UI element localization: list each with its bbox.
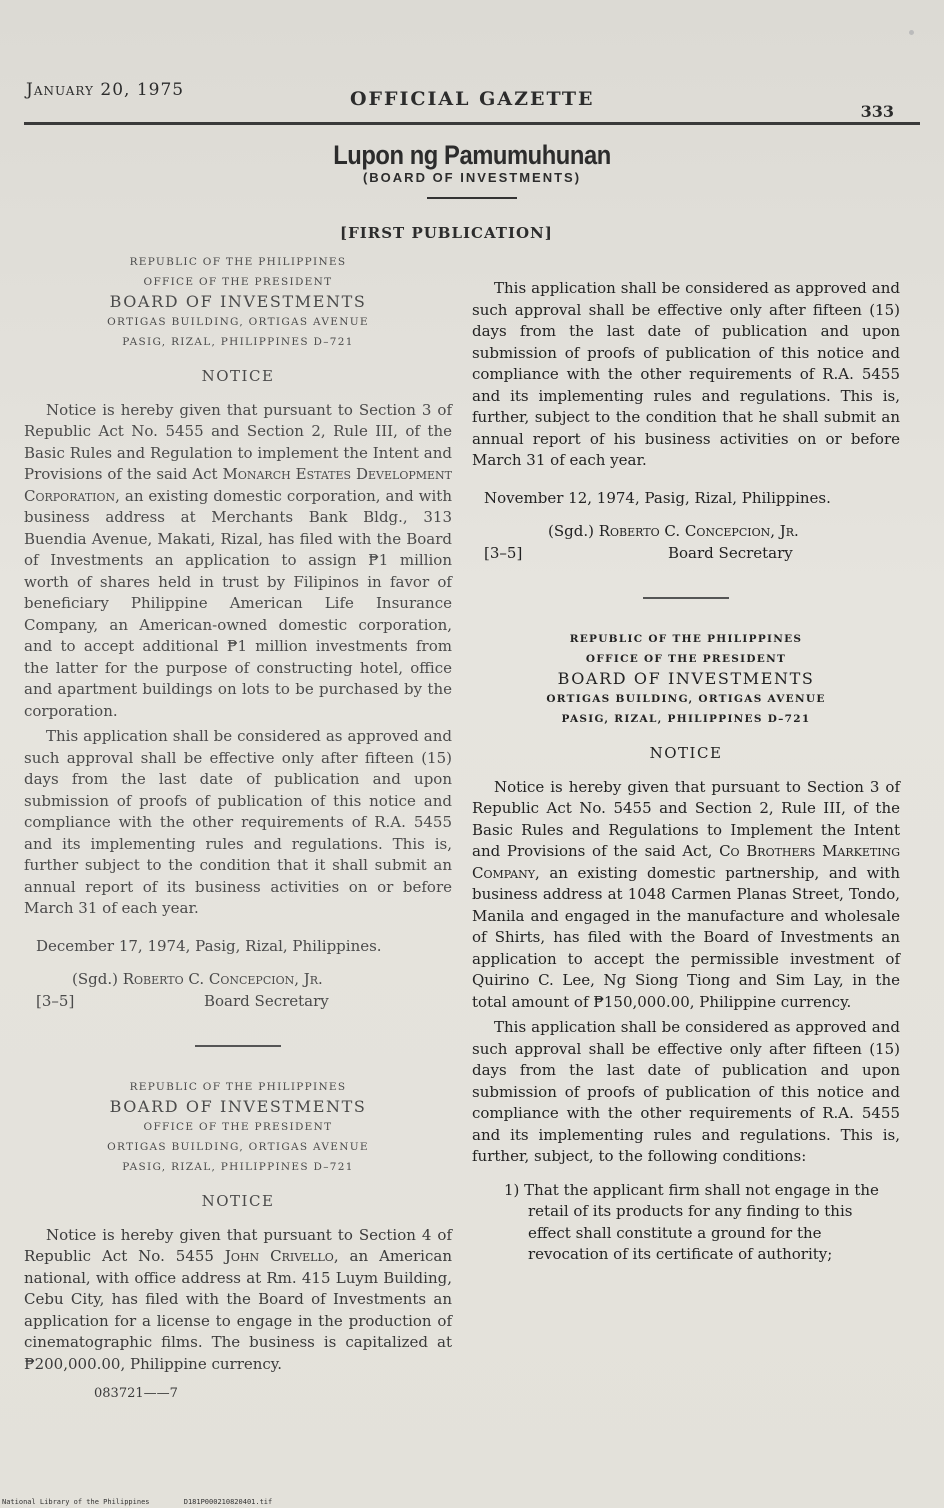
notice1-paragraph: This application shall be considered as approved and such approval shall be effective only after fifteen (15) days from the last date of publication and upon submission of proofs of publication of this notice and compliance with the other requirements of R.A. 5455 and its implementing rules and regulations. This is, further subject to the condition that it shall submit an annual report of its business activities on or before March 31 of each year. xyxy=(24,727,452,917)
letterhead-line: OFFICE OF THE PRESIDENT xyxy=(585,653,787,665)
document-code: 083721——7 xyxy=(94,1386,178,1401)
letterhead-line: PASIG, RIZAL, PHILIPPINES D–721 xyxy=(122,1161,354,1173)
letterhead-line: PASIG, RIZAL, PHILIPPINES D–721 xyxy=(122,336,354,348)
notice3-paragraph: This application shall be considered as approved and such approval shall be effective only after fifteen (15) days from the last date of publication and upon submission of proofs of publication of this notice and compliance with the other requirements of R.A. 5455 and its implementing rules and regulations. This is, further, subject, to the following conditions: xyxy=(472,1018,900,1165)
text-run: , an American national, with office address at Rm. 415 Luym Building, Cebu City, has filed with the Board of Investments an application for a license to engage in the production of cinematographic films. The business is capitalized at ₱200,000.00, Philippine currency. xyxy=(24,1247,452,1373)
section-divider xyxy=(643,597,729,599)
text-run: Notice is hereby given that pursuant to Section 3 of Republic Act No. 5455 and Section 2, Rule III, of the Basic Rules and Regulation to implement the Intent and Provisions of the said Act xyxy=(24,400,452,483)
notice2-signature xyxy=(472,521,900,567)
letterhead-line: REPUBLIC OF THE PHILIPPINES xyxy=(129,256,347,268)
section-divider xyxy=(195,1045,281,1047)
text-run: Notice is hereby given that pursuant to Section 4 of Republic Act No. 5455 xyxy=(24,1225,452,1265)
notice2-paragraph: This application shall be considered as approved and such approval shall be effective only after fifteen (15) days from the last date of publication and upon submission of proofs of publication of this notice and compliance with the other requirements of R.A. 5455 and its implementing rules and regulations. This is, further, subject to the condition that he shall submit an annual report of his business activities on or before March 31 of each year. xyxy=(472,279,900,469)
publication-ref: [3–5] xyxy=(484,544,523,562)
publication-ref: [3–5] xyxy=(36,992,75,1010)
notice1-dateline: December 17, 1974, Pasig, Rizal, Philippines. xyxy=(36,936,382,955)
text-run: Notice is hereby given that pursuant to Section 3 of Republic Act No. 5455 and Section 2, Rule III, of the Basic Rules and Regulations to Implement the Intent and Provisions of the said Act, xyxy=(472,777,900,860)
applicant-name: John Crivello xyxy=(224,1247,334,1265)
signatory-name: Roberto C. Concepcion, Jr. xyxy=(598,522,799,540)
letterhead-line: REPUBLIC OF THE PHILIPPINES xyxy=(129,1081,347,1093)
notice2-dateline: November 12, 1974, Pasig, Rizal, Philippines. xyxy=(484,488,831,507)
header-title: OFFICIAL GAZETTE xyxy=(350,88,595,110)
file-name: D181P000210820401.tif xyxy=(183,1498,273,1506)
left-column xyxy=(24,252,452,1375)
scan-speck xyxy=(909,30,914,35)
company-name: Co Brothers Marketing Company xyxy=(472,842,900,882)
letterhead-title: BOARD OF INVESTMENTS xyxy=(109,292,367,311)
notice1-letterhead xyxy=(24,252,452,352)
signature-line xyxy=(72,969,323,991)
letterhead-line: OFFICE OF THE PRESIDENT xyxy=(143,1121,333,1133)
letterhead-line: PASIG, RIZAL, PHILIPPINES D–721 xyxy=(561,713,811,725)
page-header xyxy=(26,78,894,121)
text-run: , an existing domestic partnership, and with business address at 1048 Carmen Planas Street, Tondo, Manila and engaged in the manufacture and wholesale of Shirts, has filed with the Board of Investments an application to accept the permissible investment of Quirino C. Lee, Ng Siong Tiong and Sim Lay, in the total amount of ₱150,000.00, Philippine currency. xyxy=(472,863,900,1011)
letterhead-line: ORTIGAS BUILDING, ORTIGAS AVENUE xyxy=(107,1141,369,1153)
signatory-role: Board Secretary xyxy=(668,544,793,562)
header-date: January 20, 1975 xyxy=(26,80,185,100)
notice1-signature xyxy=(24,969,452,1015)
signatory-role: Board Secretary xyxy=(204,992,329,1010)
letterhead-title: BOARD OF INVESTMENTS xyxy=(109,1097,367,1116)
sgd-label: (Sgd.) xyxy=(548,522,599,540)
agency-name: Lupon ng Pamumuhunan xyxy=(333,140,611,170)
notice3-paragraph xyxy=(472,777,900,1014)
letterhead-line: ORTIGAS BUILDING, ORTIGAS AVENUE xyxy=(546,693,826,705)
sgd-label: (Sgd.) xyxy=(72,970,123,988)
condition-item: 1) That the applicant firm shall not engage in the retail of its products for any finding to this effect shall constitute a ground for the revocation of its certificate of authority; xyxy=(504,1180,879,1263)
letterhead-line: ORTIGAS BUILDING, ORTIGAS AVENUE xyxy=(107,316,369,328)
company-name: Monarch Estates Development Corporation xyxy=(24,465,453,505)
library-credit: National Library of the Philippines xyxy=(2,1498,150,1506)
notice2-heading: NOTICE xyxy=(201,1192,275,1210)
notice2-paragraph xyxy=(24,1225,452,1376)
agency-subtitle: (BOARD OF INVESTMENTS) xyxy=(362,170,582,185)
publication-label: [FIRST PUBLICATION] xyxy=(340,224,553,242)
letterhead-line: REPUBLIC OF THE PHILIPPINES xyxy=(569,633,803,645)
letterhead-title: BOARD OF INVESTMENTS xyxy=(557,669,815,688)
signatory-name: Roberto C. Concepcion, Jr. xyxy=(122,970,323,988)
scan-footer xyxy=(2,1498,302,1506)
text-run: , an existing domestic corporation, and with business address at Merchants Bank Bldg., 313 Buendia Avenue, Makati, Rizal, has filed with the Board of Investments an application to assign ₱1 million worth of shares held in trust by Filipinos in favor of beneficiary Philippine American Life Insurance Company, an American-owned domestic corporation, and to accept additional ₱1 million investments from the latter for the purpose of constructing hotel, office and apartment buildings on lots to be purchased by the corporation. xyxy=(24,486,452,720)
notice1-paragraph xyxy=(24,400,452,723)
header-rule xyxy=(24,122,920,125)
notice2-letterhead xyxy=(24,1077,452,1177)
page-number: 333 xyxy=(860,102,894,121)
notice3-heading: NOTICE xyxy=(649,744,723,762)
right-column xyxy=(472,266,900,1266)
signature-line xyxy=(548,521,799,543)
letterhead-line: OFFICE OF THE PRESIDENT xyxy=(143,276,333,288)
notice1-heading: NOTICE xyxy=(201,367,275,385)
agency-rule xyxy=(427,197,517,199)
left-footer-note xyxy=(24,1385,452,1405)
notice3-letterhead xyxy=(472,629,900,729)
agency-heading xyxy=(0,140,944,199)
